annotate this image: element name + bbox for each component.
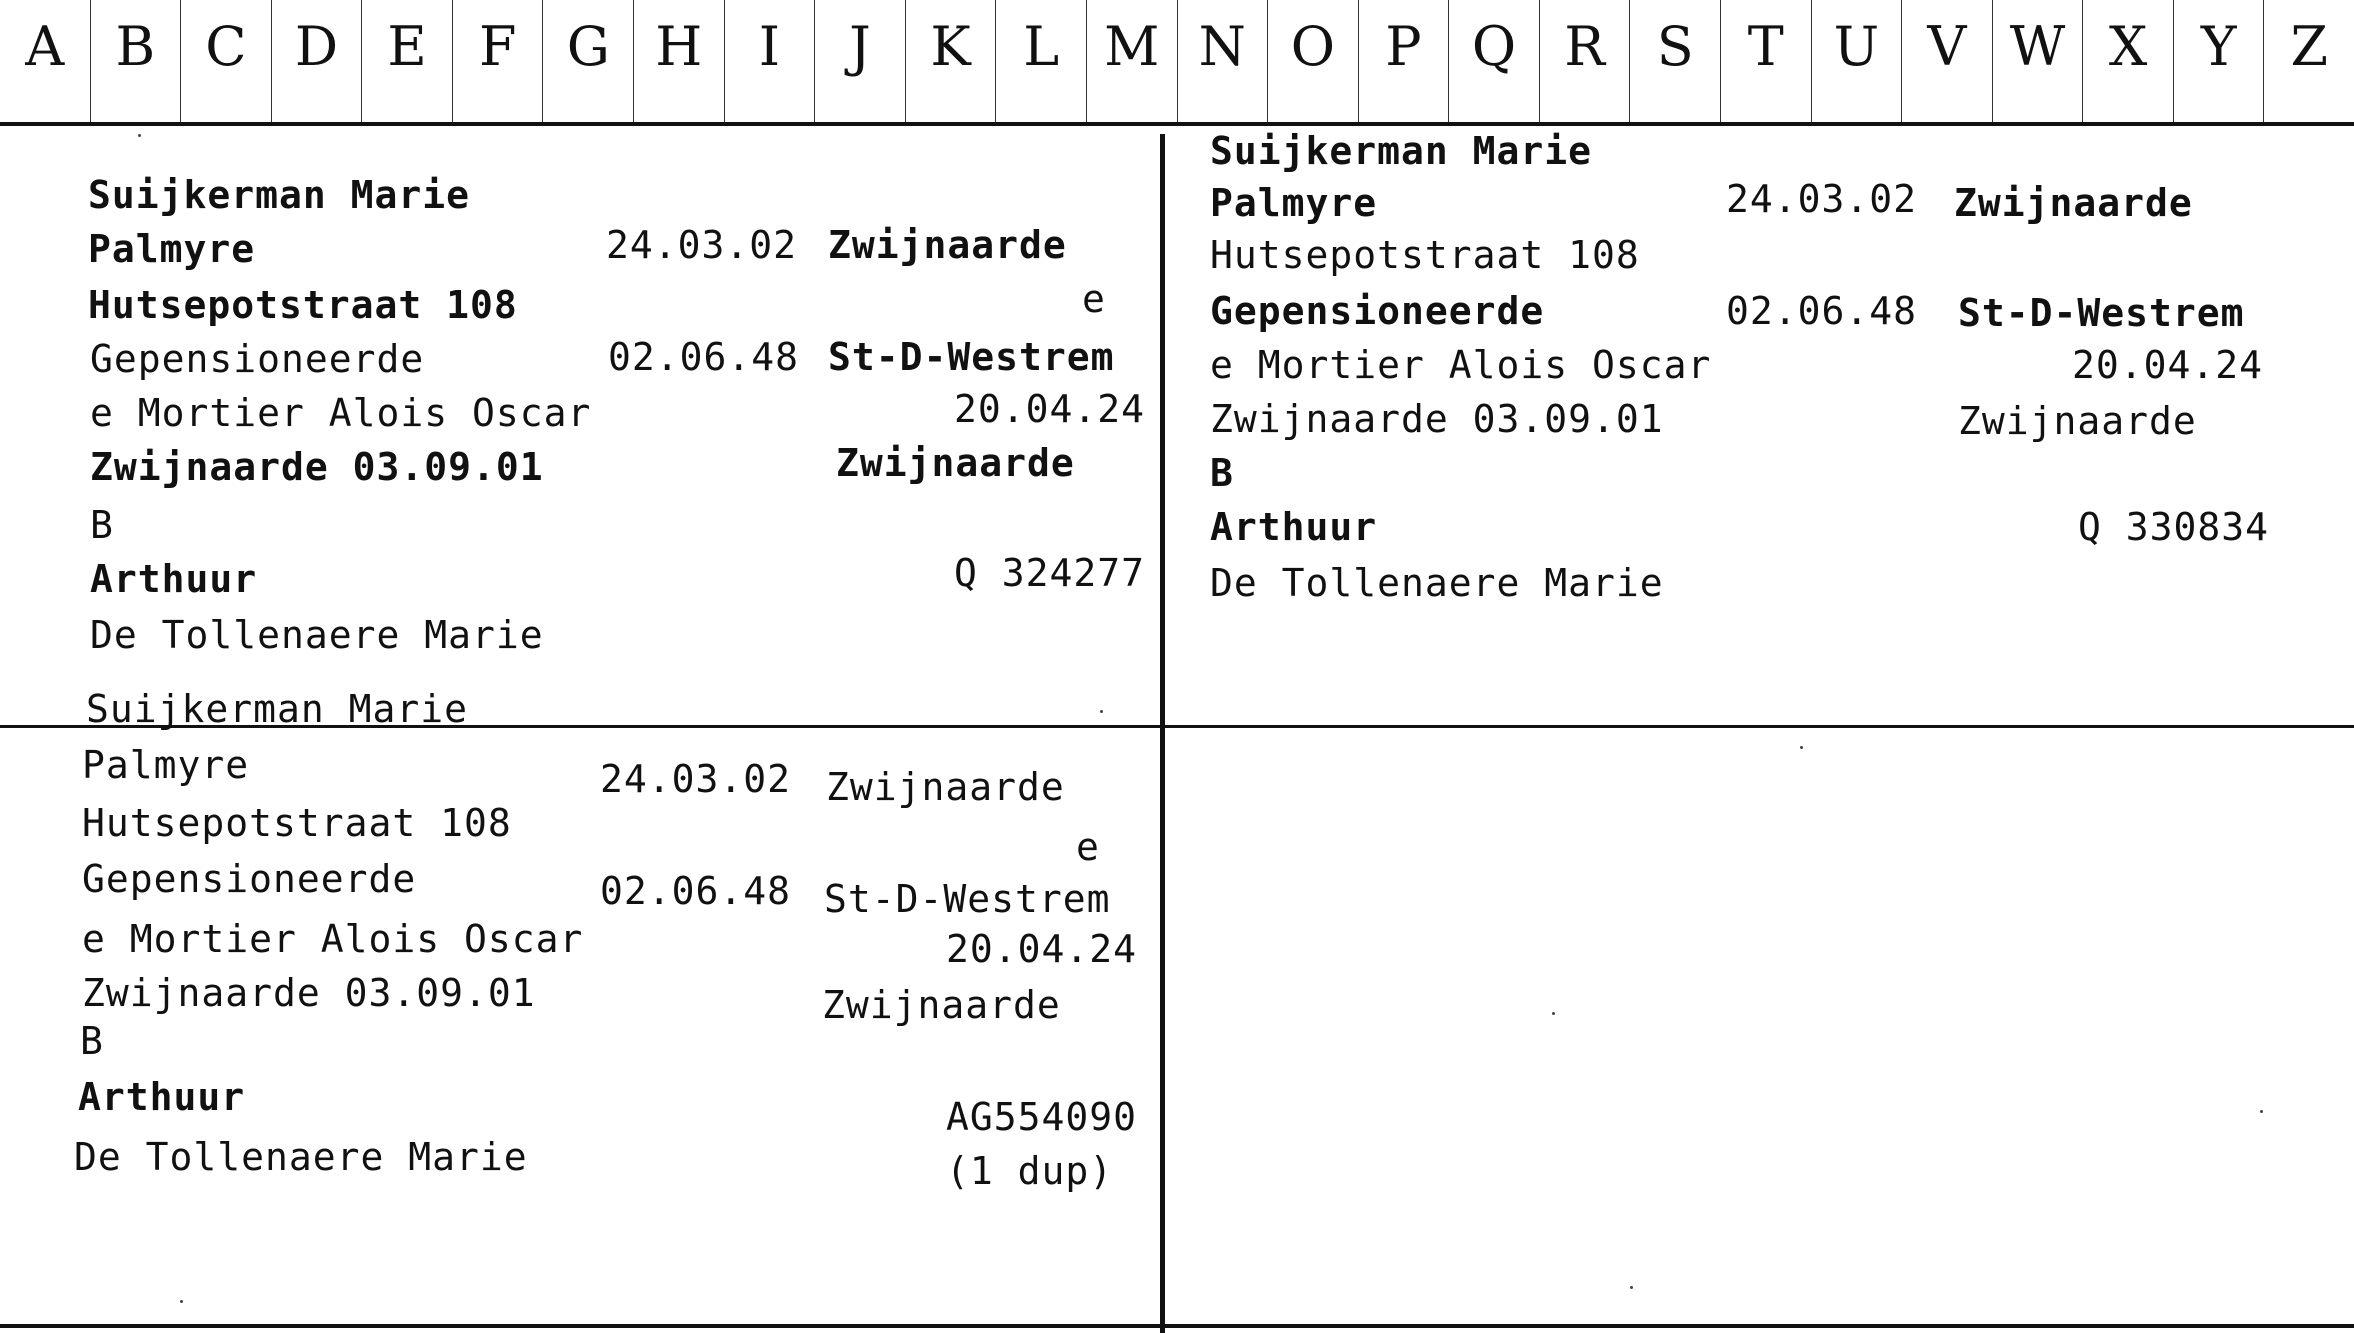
- index-letter-o[interactable]: O: [1268, 0, 1359, 122]
- index-letter-n[interactable]: N: [1178, 0, 1269, 122]
- card-record-date: 02.06.48: [608, 335, 800, 379]
- index-letter-x[interactable]: X: [2083, 0, 2174, 122]
- card-spouse-place: Zwijnaarde: [822, 983, 1061, 1027]
- card-mother: De Tollenaere Marie: [1210, 561, 1664, 605]
- card-duplicate-note: (1 dup): [946, 1149, 1114, 1193]
- scan-speck: [180, 1300, 183, 1303]
- index-letter-s[interactable]: S: [1630, 0, 1721, 122]
- card-record-place: St-D-Westrem: [828, 335, 1115, 379]
- index-letter-m[interactable]: M: [1087, 0, 1178, 122]
- alphabet-index-strip: [0, 0, 2354, 126]
- card-spouse-place: Zwijnaarde: [1958, 399, 2197, 443]
- index-letter-w[interactable]: W: [1993, 0, 2084, 122]
- card-spouse-birth: Zwijnaarde 03.09.01: [82, 971, 536, 1015]
- card-birth-date: 24.03.02: [1726, 177, 1918, 221]
- card-occupation: Gepensioneerde: [1210, 289, 1545, 333]
- scan-speck: [2260, 1110, 2263, 1113]
- index-letter-g[interactable]: G: [543, 0, 634, 122]
- index-letter-f[interactable]: F: [453, 0, 544, 122]
- card-father: Arthuur: [78, 1075, 246, 1119]
- index-letter-h[interactable]: H: [634, 0, 725, 122]
- scan-speck: [1100, 710, 1103, 713]
- index-letter-p[interactable]: P: [1359, 0, 1450, 122]
- card-civil-mark: e: [1082, 277, 1106, 321]
- card-surname-name: Suijkerman Marie: [1210, 129, 1593, 173]
- card-birth-place: Zwijnaarde: [828, 223, 1067, 267]
- card-birth-place: Zwijnaarde: [1954, 181, 2193, 225]
- card-father: Arthuur: [90, 557, 258, 601]
- card-address: Hutsepotstraat 108: [82, 801, 512, 845]
- card-record-date: 02.06.48: [1726, 289, 1918, 333]
- card-birth-date: 24.03.02: [600, 757, 792, 801]
- index-letter-r[interactable]: R: [1540, 0, 1631, 122]
- card-marriage-date: 20.04.24: [946, 927, 1138, 971]
- index-letter-k[interactable]: K: [906, 0, 997, 122]
- scan-speck: [1630, 1286, 1633, 1289]
- index-letter-d[interactable]: D: [272, 0, 363, 122]
- card-record-place: St-D-Westrem: [1958, 291, 2245, 335]
- scan-speck: [1552, 1012, 1555, 1015]
- card-record-place: St-D-Westrem: [824, 877, 1111, 921]
- card-surname-name: Suijkerman Marie: [88, 173, 471, 217]
- card-first-names: Palmyre: [82, 743, 250, 787]
- index-letter-i[interactable]: I: [725, 0, 816, 122]
- card-spouse: e Mortier Alois Oscar: [1210, 343, 1712, 387]
- card-address: Hutsepotstraat 108: [1210, 233, 1640, 277]
- card-spouse-birth: Zwijnaarde 03.09.01: [1210, 397, 1664, 441]
- index-letter-z[interactable]: Z: [2290, 15, 2328, 78]
- card-occupation: Gepensioneerde: [82, 857, 417, 901]
- index-letter-e[interactable]: E: [362, 0, 453, 122]
- card-number: AG554090: [946, 1095, 1138, 1139]
- card-first-names: Palmyre: [88, 227, 256, 271]
- bottom-border: [0, 1324, 2354, 1328]
- card-nationality: B: [90, 503, 114, 547]
- card-mother: De Tollenaere Marie: [90, 613, 544, 657]
- card-spouse: e Mortier Alois Oscar: [90, 391, 592, 435]
- card-surname-name: Suijkerman Marie: [86, 687, 469, 731]
- card-birth-date: 24.03.02: [606, 223, 798, 267]
- index-letter-v[interactable]: V: [1902, 0, 1993, 122]
- vertical-divider: [1160, 134, 1165, 1333]
- card-father: Arthuur: [1210, 505, 1378, 549]
- card-spouse-place: Zwijnaarde: [836, 441, 1075, 485]
- card-birth-place: Zwijnaarde: [826, 765, 1065, 809]
- index-letter-a[interactable]: A: [0, 0, 91, 122]
- card-marriage-date: 20.04.24: [2072, 343, 2264, 387]
- card-mother: De Tollenaere Marie: [74, 1135, 528, 1179]
- card-spouse: e Mortier Alois Oscar: [82, 917, 584, 961]
- index-letter-c[interactable]: C: [181, 0, 272, 122]
- card-occupation: Gepensioneerde: [90, 337, 425, 381]
- index-letter-j[interactable]: J: [815, 0, 906, 122]
- index-letter-q[interactable]: Q: [1449, 0, 1540, 122]
- card-civil-mark: e: [1076, 825, 1100, 869]
- card-marriage-date: 20.04.24: [954, 387, 1146, 431]
- card-number: Q 324277: [954, 551, 1146, 595]
- card-nationality: B: [1210, 451, 1234, 495]
- card-address: Hutsepotstraat 108: [88, 283, 518, 327]
- scan-speck: [1800, 746, 1803, 749]
- card-number: Q 330834: [2078, 505, 2270, 549]
- index-letter-y[interactable]: Y: [2174, 0, 2265, 122]
- scan-speck: [138, 134, 141, 137]
- card-spouse-birth: Zwijnaarde 03.09.01: [90, 445, 544, 489]
- index-letter-u[interactable]: U: [1812, 0, 1903, 122]
- card-first-names: Palmyre: [1210, 181, 1378, 225]
- card-nationality: B: [80, 1019, 104, 1063]
- index-letter-b[interactable]: B: [91, 0, 182, 122]
- card-record-date: 02.06.48: [600, 869, 792, 913]
- index-letter-t[interactable]: T: [1721, 0, 1812, 122]
- index-letter-l[interactable]: L: [996, 0, 1087, 122]
